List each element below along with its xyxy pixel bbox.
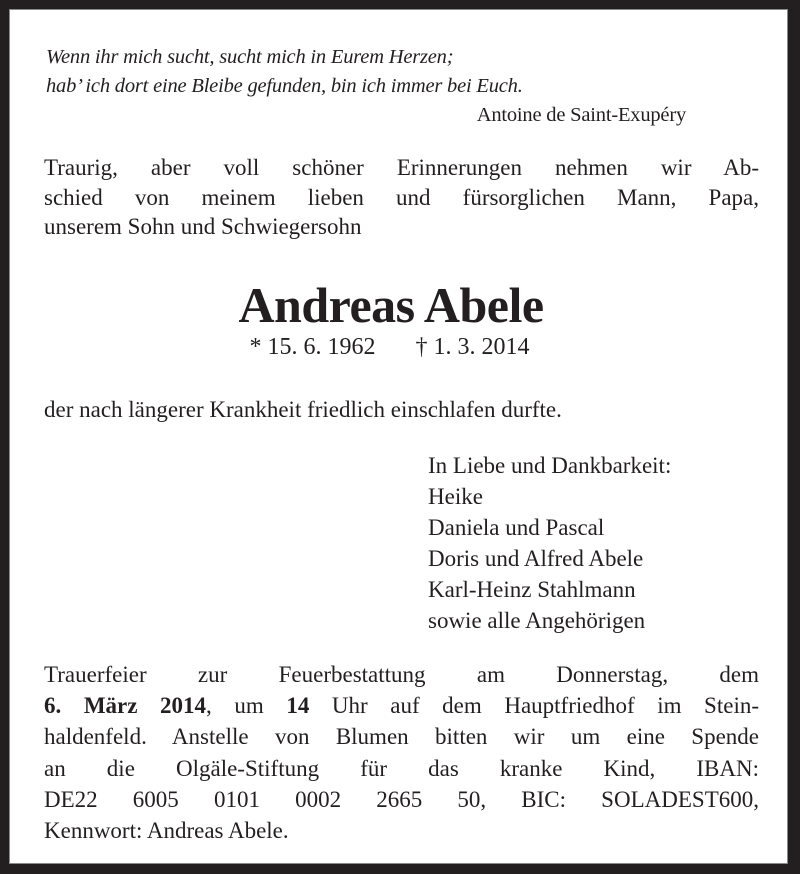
bank-details: DE22 6005 0101 0002 2665 50, BIC: SOLADEST600,: [44, 786, 759, 812]
signer-name: Doris und Alfred Abele: [428, 546, 644, 571]
intro-line: schied von meinem lieben und fürsorglichen Mann, Papa,: [44, 184, 759, 210]
service-time: 14: [286, 693, 310, 719]
death-date: † 1. 3. 2014: [415, 334, 530, 360]
deceased-block: [9, 277, 788, 361]
signer-name: Heike: [428, 484, 483, 509]
signers-heading: In Liebe und Dankbarkeit:: [428, 453, 672, 478]
deceased-name: Andreas Abele: [238, 277, 544, 333]
signer-name: sowie alle Angehörigen: [428, 608, 646, 633]
service-line: Trauerfeier zur Feuerbestattung am Donnerstag, dem: [44, 662, 759, 687]
life-dates: [0, 333, 788, 361]
quote-author: Antoine de Saint-Exupéry: [476, 104, 686, 126]
funeral-service-info: [44, 659, 759, 846]
signer-name: Daniela und Pascal: [428, 515, 605, 540]
signer-name: Karl-Heinz Stahlmann: [428, 577, 636, 602]
intro-paragraph: [44, 153, 759, 242]
quote-line: Wenn ihr mich sucht, sucht mich in Eurem Herzen;: [46, 46, 454, 68]
quote-line: hab’ ich dort eine Bleibe gefunden, bin ich immer bei Euch.: [46, 75, 523, 97]
birth-date: * 15. 6. 1962: [249, 334, 376, 360]
signers-block: [428, 450, 671, 636]
service-line: haldenfeld. Anstelle von Blumen bitten wir um eine Spende: [44, 724, 759, 750]
intro-line: unserem Sohn und Schwiegersohn: [44, 214, 362, 239]
service-line: an die Olgäle-Stiftung für das kranke Kind, IBAN:: [44, 755, 759, 781]
epigraph-quote: [46, 43, 696, 130]
obituary-notice: [9, 9, 788, 864]
donation-keyword: Kennwort: Andreas Abele.: [44, 818, 289, 844]
passing-statement: der nach längerer Krankheit friedlich einschlafen durfte.: [44, 397, 562, 422]
service-date: 6. März 2014: [44, 693, 207, 719]
intro-line: Traurig, aber voll schöner Erinnerungen nehmen wir Ab-: [44, 155, 759, 180]
service-line: 6. März 2014, um 14 Uhr auf dem Hauptfriedhof im Stein-: [44, 693, 759, 719]
